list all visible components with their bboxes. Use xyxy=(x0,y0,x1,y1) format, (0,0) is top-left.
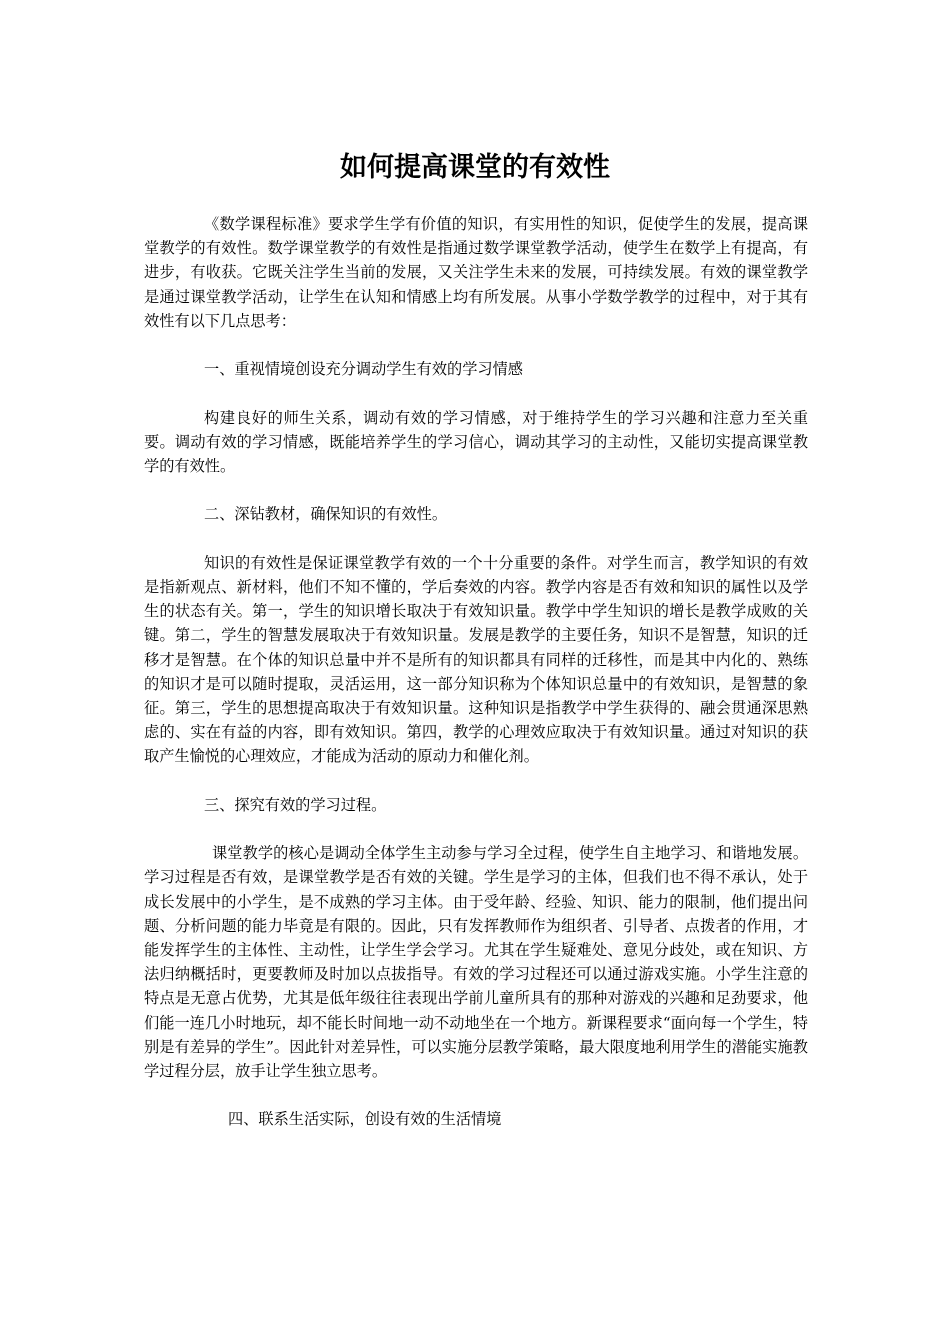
section-heading-1: 一、重视情境创设充分调动学生有效的学习情感 xyxy=(204,360,523,379)
document-title: 如何提高课堂的有效性 xyxy=(340,152,610,183)
section-heading-3: 三、探究有效的学习过程。 xyxy=(204,795,387,814)
document-body xyxy=(144,212,808,1156)
section-heading-2: 二、深钻教材，确保知识的有效性。 xyxy=(204,505,447,524)
section-paragraph-3: 课堂教学的核心是调动全体学生主动参与学习全过程，使学生自主地学习、和谐地发展。学习过程是否有效，是课堂教学是否有效的关键。学生是学习的主体，但我们也不得不承认，处于成长发展中的小学生，是不成熟的学习主体。由于受年龄、经验、知识、能力的限制，他们提出问题、分析问题的能力毕竟是有限的。因此，只有发挥教师作为组织者、引导者、点拨者的作用，才能发挥学生的主体性、主动性，让学生学会学习。尤其在学生疑难处、意见分歧处，或在知识、方法归纳概括时，更要教师及时加以点拔指导。有效的学习过程还可以通过游戏实施。小学生注意的特点是无意占优势，尤其是低年级往往表现出学前儿童所具有的那种对游戏的兴趣和足劲要求，他们能一连几小时地玩，却不能长时间地一动不动地坐在一个地方。新课程要求“面向每一个学生，特别是有差异的学生”。因此针对差异性，可以实施分层教学策略，最大限度地利用学生的潜能实施教学过程分层，放手让学生独立思考。 xyxy=(144,844,808,1081)
intro-paragraph: 《数学课程标准》要求学生学有价值的知识，有实用性的知识，促使学生的发展，提高课堂教学的有效性。数学课堂教学的有效性是指通过数学课堂教学活动，使学生在数学上有提高，有进步，有收获。它既关注学生当前的发展，又关注学生未来的发展，可持续发展。有效的课堂教学是通过课堂教学活动，让学生在认知和情感上均有所发展。从事小学数学教学的过程中，对于其有效性有以下几点思考： xyxy=(144,215,808,330)
section-paragraph-1: 构建良好的师生关系，调动有效的学习情感，对于维持学生的学习兴趣和注意力至关重要。调动有效的学习情感，既能培养学生的学习信心，调动其学习的主动性，又能切实提高课堂教学的有效性。 xyxy=(144,408,808,475)
section-paragraph-2: 知识的有效性是保证课堂教学有效的一个十分重要的条件。对学生而言，教学知识的有效是指新观点、新材料，他们不知不懂的，学后奏效的内容。教学内容是否有效和知识的属性以及学生的状态有关。第一，学生的知识增长取决于有效知识量。教学中学生知识的增长是教学成败的关键。第二，学生的智慧发展取决于有效知识量。发展是教学的主要任务，知识不是智慧，知识的迁移才是智慧。在个体的知识总量中并不是所有的知识都具有同样的迁移性，而是其中内化的、熟练的知识才是可以随时提取，灵活运用，这一部分知识称为个体知识总量中的有效知识，是智慧的象征。第三，学生的思想提高取决于有效知识量。这种知识是指教学中学生获得的、融会贯通深思熟虑的、实在有益的内容，即有效知识。第四，教学的心理效应取决于有效知识量。通过对知识的获取产生愉悦的心理效应，才能成为活动的原动力和催化剂。 xyxy=(144,553,808,766)
section-heading-4: 四、联系生活实际，创设有效的生活情境 xyxy=(228,1110,502,1129)
